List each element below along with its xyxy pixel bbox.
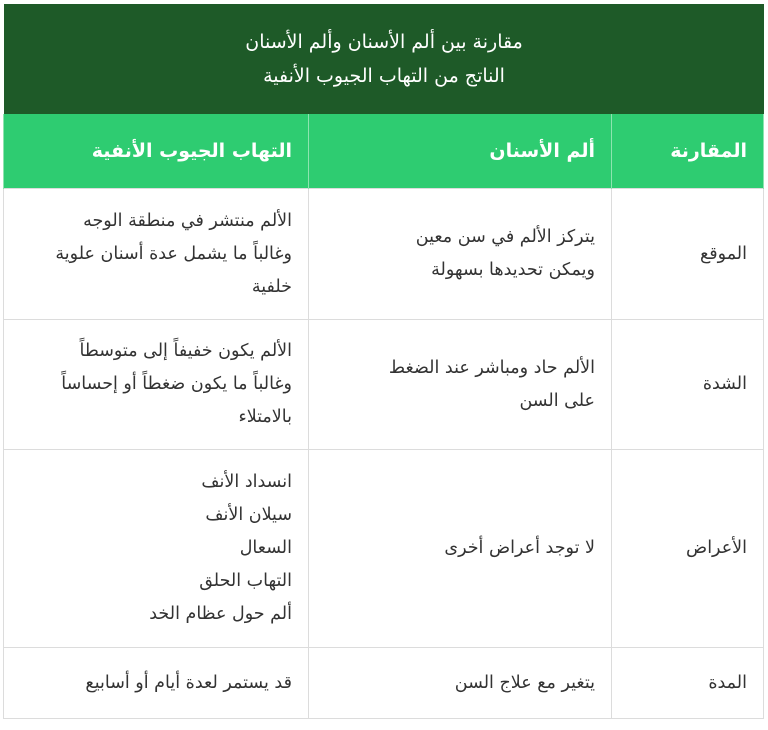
cell-line: خلفية: [251, 276, 292, 297]
sinus-cell: [4, 189, 309, 320]
cell-line: ويمكن تحديدها بسهولة: [431, 260, 595, 280]
tooth-cell: [309, 450, 612, 648]
cell-line: بالامتلاء: [238, 407, 292, 427]
cell-line: وغالباً ما يشمل عدة أسنان علوية: [55, 243, 292, 264]
cell-line: سيلان الأنف: [205, 505, 292, 525]
tooth-cell: [309, 189, 612, 320]
table-row-duration: [4, 648, 764, 719]
tooth-cell: [309, 320, 612, 450]
cell-line: التهاب الحلق: [199, 571, 292, 591]
cell-line: قد يستمر لعدة أيام أو أسابيع: [85, 672, 292, 693]
row-label: الشدة: [612, 320, 764, 450]
title-line-2: الناتج من التهاب الجيوب الأنفية: [263, 65, 505, 87]
header-sinusitis: التهاب الجيوب الأنفية: [4, 114, 309, 189]
cell-line: الألم منتشر في منطقة الوجه: [83, 210, 292, 231]
comparison-container: [4, 4, 764, 719]
table-title: [4, 4, 764, 114]
cell-line: يتغير مع علاج السن: [454, 672, 595, 693]
cell-line: الألم حاد ومباشر عند الضغط: [388, 357, 595, 378]
cell-line: الألم يكون خفيفاً إلى متوسطاً: [79, 341, 292, 361]
table-row-symptoms: [4, 450, 764, 648]
cell-line: انسداد الأنف: [201, 472, 292, 492]
sinus-cell: [4, 648, 309, 719]
tooth-cell: [309, 648, 612, 719]
table-row-location: [4, 189, 764, 320]
cell-line: السعال: [239, 538, 292, 558]
title-line-1: مقارنة بين ألم الأسنان وألم الأسنان: [245, 31, 523, 53]
sinus-cell: [4, 450, 309, 648]
header-row: [4, 114, 764, 189]
header-tooth-pain: ألم الأسنان: [309, 114, 612, 189]
sinus-cell: [4, 320, 309, 450]
row-label: المدة: [612, 648, 764, 719]
cell-line: وغالباً ما يكون ضغطاً أو إحساساً: [61, 374, 292, 394]
header-comparison: المقارنة: [612, 114, 764, 189]
row-label: الموقع: [612, 189, 764, 320]
comparison-table: [3, 114, 764, 719]
row-label: الأعراض: [612, 450, 764, 648]
cell-line: يتركز الألم في سن معين: [415, 227, 595, 247]
cell-line: على السن: [519, 390, 595, 411]
cell-line: لا توجد أعراض أخرى: [444, 538, 595, 558]
cell-line: ألم حول عظام الخد: [149, 604, 292, 624]
table-row-severity: [4, 320, 764, 450]
